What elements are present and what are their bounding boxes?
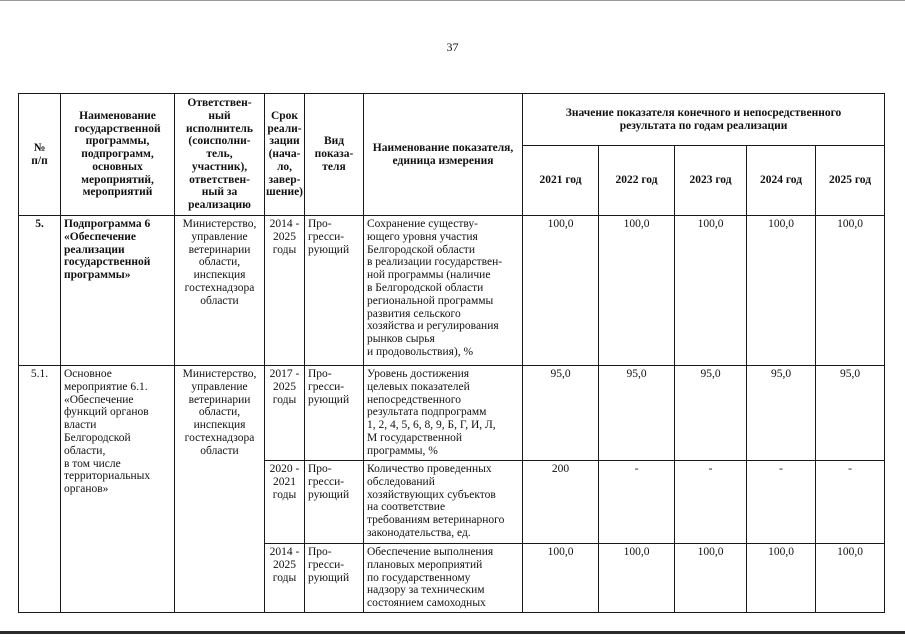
- row-indicator-type: Про- гресси- рующий: [305, 544, 364, 613]
- value-2022: 95,0: [599, 366, 675, 461]
- value-2023: 100,0: [675, 216, 747, 366]
- row-indicator-type: Про- гресси- рующий: [305, 216, 364, 366]
- value-2024: 100,0: [747, 216, 816, 366]
- value-2022: 100,0: [599, 544, 675, 613]
- row-num: 5.: [19, 216, 61, 366]
- row-indicator-name: Сохранение существу- ющего уровня участия Белгородской области в реализации государствен- ной программы (наличие в Белгородской области региональной программы развития сельского хозяйства и регулирования рынков сырья и продовольствия), %: [364, 216, 523, 366]
- header-year-2022: 2022 год: [599, 146, 675, 216]
- value-2023: 95,0: [675, 366, 747, 461]
- value-2024: 95,0: [747, 366, 816, 461]
- header-name: Наименование государственной программы, подпрограмм, основных мероприятий, мероприятий: [61, 94, 175, 216]
- header-values-group: Значение показателя конечного и непосредственного результата по годам реализации: [523, 94, 885, 146]
- scan-edge-bottom: [0, 631, 905, 634]
- row-num: 5.1.: [19, 366, 61, 613]
- header-responsible: Ответствен- ный исполнитель (соисполни- тель, участник), ответствен- ный за реализацию: [175, 94, 265, 216]
- value-2025: -: [816, 461, 885, 544]
- value-2024: 100,0: [747, 544, 816, 613]
- header-type: Вид показа- теля: [305, 94, 364, 216]
- row-responsible: Министерство, управление ветеринарии области, инспекция гостехнадзора области: [175, 366, 265, 613]
- row-indicator-name: Уровень достижения целевых показателей непосредственного результата подпрограмм 1, 2, 4, 5, 6, 8, 9, Б, Г, И, Л, М государственной программы, %: [364, 366, 523, 461]
- row-term: 2014 - 2025 годы: [265, 216, 305, 366]
- header-row: [19, 94, 885, 146]
- value-2021: 200: [523, 461, 599, 544]
- value-2023: 100,0: [675, 544, 747, 613]
- value-2021: 100,0: [523, 544, 599, 613]
- value-2021: 95,0: [523, 366, 599, 461]
- row-term: 2020 - 2021 годы: [265, 461, 305, 544]
- value-2023: -: [675, 461, 747, 544]
- header-indicator: Наименование показателя, единица измерения: [364, 94, 523, 216]
- header-year-2023: 2023 год: [675, 146, 747, 216]
- value-2025: 100,0: [816, 216, 885, 366]
- value-2025: 100,0: [816, 544, 885, 613]
- page-number: 37: [446, 40, 459, 54]
- row-name: Подпрограмма 6 «Обеспечение реализации государственной программы»: [61, 216, 175, 366]
- value-2025: 95,0: [816, 366, 885, 461]
- value-2022: -: [599, 461, 675, 544]
- header-year-2021: 2021 год: [523, 146, 599, 216]
- row-term: 2017 - 2025 годы: [265, 366, 305, 461]
- row-term: 2014 - 2025 годы: [265, 544, 305, 613]
- header-year-2024: 2024 год: [747, 146, 816, 216]
- row-name: Основное мероприятие 6.1. «Обеспечение функций органов власти Белгородской области, в том числе территориальных органов»: [61, 366, 175, 613]
- table-row: [19, 216, 885, 366]
- program-table: [18, 93, 885, 613]
- row-indicator-name: Количество проведенных обследований хозяйствующих субъектов на соответствие требованиям ветеринарного законодательства, ед.: [364, 461, 523, 544]
- row-indicator-name: Обеспечение выполнения плановых мероприятий по государственному надзору за техническим состоянием самоходных: [364, 544, 523, 613]
- value-2021: 100,0: [523, 216, 599, 366]
- header-year-2025: 2025 год: [816, 146, 885, 216]
- row-responsible: Министерство, управление ветеринарии области, инспекция гостехнадзора области: [175, 216, 265, 366]
- header-term: Срок реали- зации (нача- ло, завер- шение): [265, 94, 305, 216]
- value-2022: 100,0: [599, 216, 675, 366]
- table-row: [19, 366, 885, 461]
- row-indicator-type: Про- гресси- рующий: [305, 366, 364, 461]
- row-indicator-type: Про- гресси- рующий: [305, 461, 364, 544]
- header-num: № п/п: [19, 94, 61, 216]
- scan-edge-top: [0, 0, 905, 1]
- value-2024: -: [747, 461, 816, 544]
